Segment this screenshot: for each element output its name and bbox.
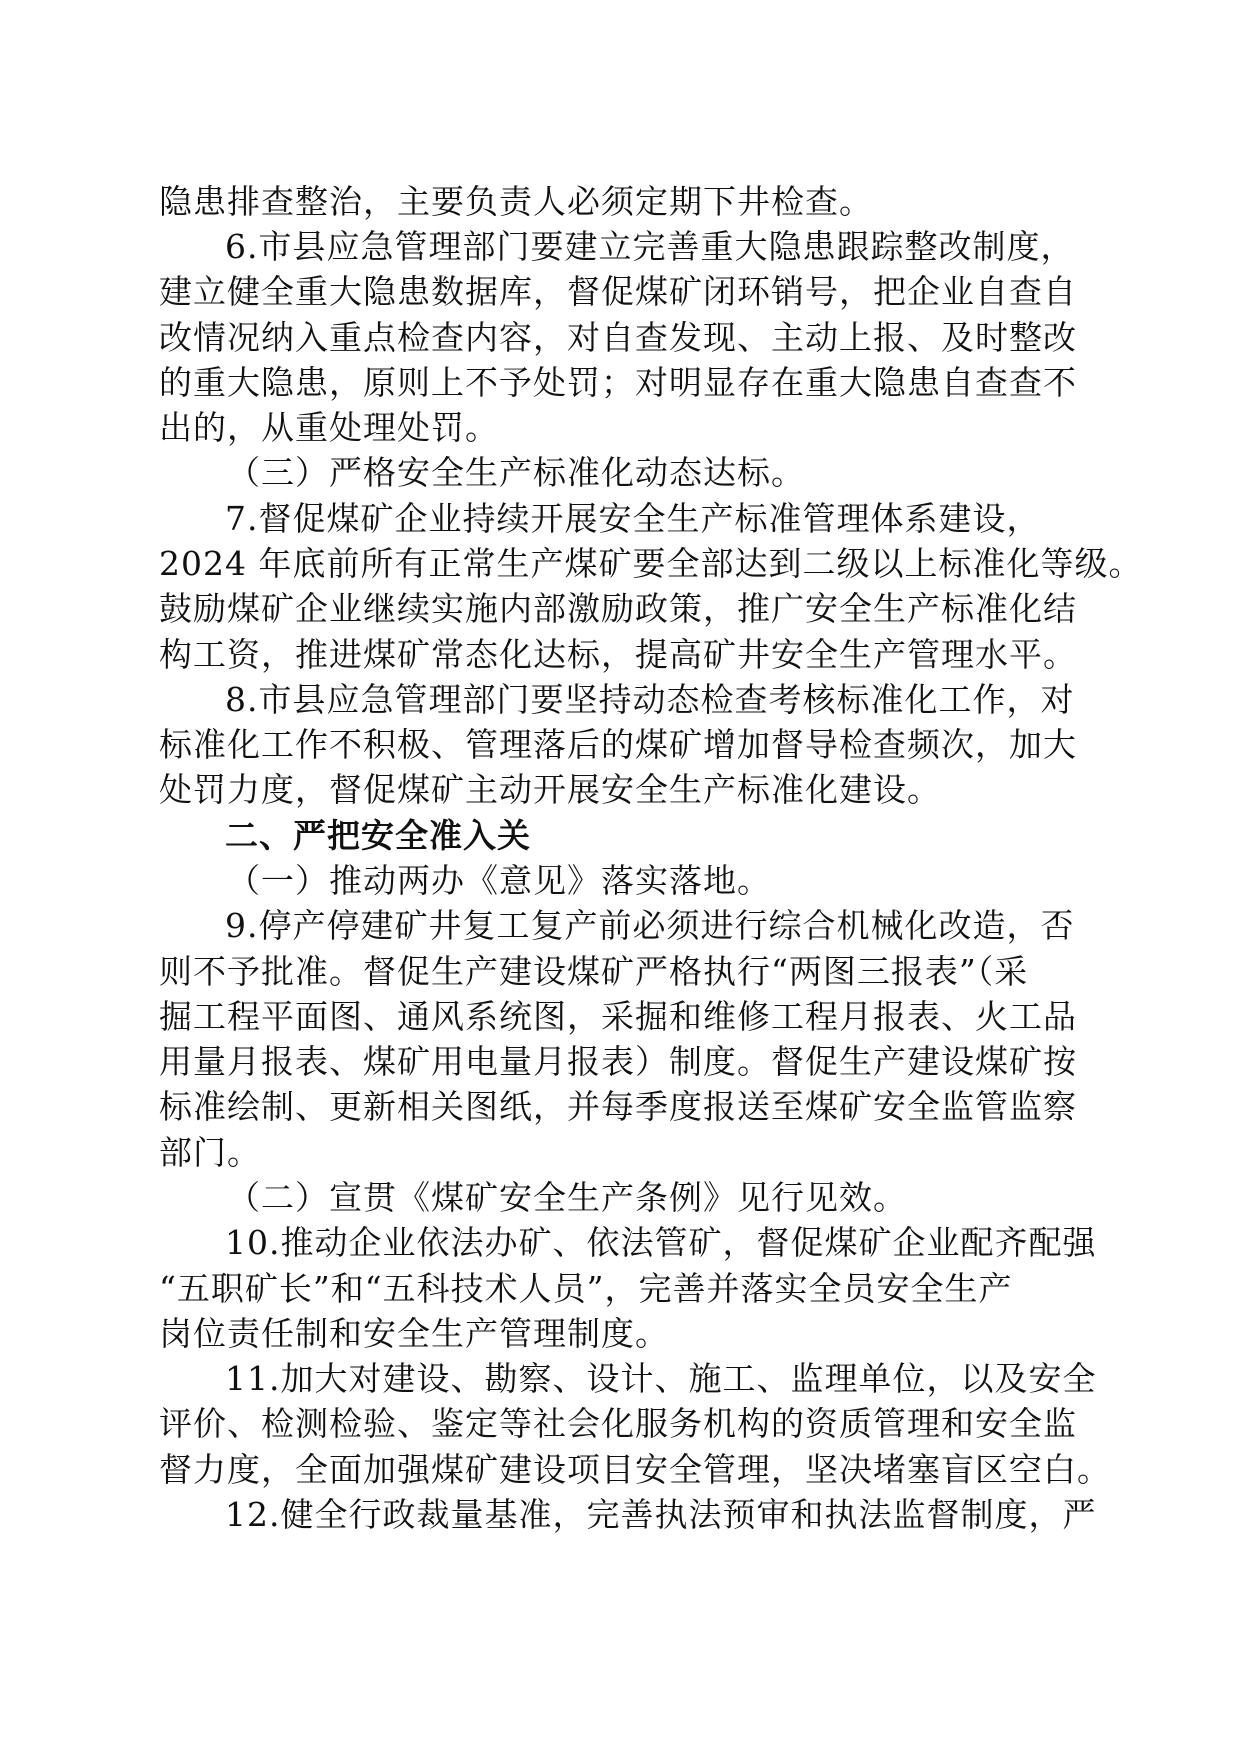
text-line: 建立健全重大隐患数据库，督促煤矿闭环销号，把企业自查自: [159, 272, 1077, 311]
paragraph-11-start: 11.加大对建设、勘察、设计、施工、监理单位，以及安全: [225, 1359, 1097, 1398]
text-line: 部门。: [159, 1133, 261, 1172]
paragraph-9-start: 9.停产停建矿井复工复产前必须进行综合机械化改造，否: [225, 906, 1075, 945]
section-heading-2: 二、严把安全准入关: [225, 816, 531, 855]
text-line: 掘工程平面图、通风系统图，采掘和维修工程月报表、火工品: [159, 997, 1077, 1036]
text-line: 岗位责任制和安全生产管理制度。: [159, 1314, 669, 1353]
text-line: 隐患排查整治，主要负责人必须定期下井检查。: [159, 182, 873, 221]
text-line: 构工资，推进煤矿常态化达标，提高矿井安全生产管理水平。: [159, 635, 1077, 674]
text-line: 出的，从重处理处罚。: [159, 408, 499, 447]
text-line: 督力度，全面加强煤矿建设项目安全管理，坚决堵塞盲区空白。: [159, 1450, 1111, 1489]
text-line: 标准化工作不积极、管理落后的煤矿增加督导检查频次，加大: [159, 725, 1077, 764]
subheading-3: （三）严格安全生产标准化动态达标。: [227, 453, 805, 492]
subheading-1: （一）推动两办《意见》落实落地。: [227, 861, 771, 900]
text-line: 的重大隐患，原则上不予处罚；对明显存在重大隐患自查查不: [159, 363, 1077, 402]
text-line: 2024 年底前所有正常生产煤矿要全部达到二级以上标准化等级。: [159, 544, 1143, 583]
subheading-2: （二）宣贯《煤矿安全生产条例》见行见效。: [227, 1178, 907, 1217]
text-line: 用量月报表、煤矿用电量月报表）制度。督促生产建设煤矿按: [159, 1042, 1077, 1081]
text-line: 则不予批准。督促生产建设煤矿严格执行“两图三报表”（采: [159, 952, 1029, 991]
paragraph-6-start: 6.市县应急管理部门要建立完善重大隐患跟踪整改制度，: [225, 227, 1075, 266]
text-line: 标准绘制、更新相关图纸，并每季度报送至煤矿安全监管监察: [159, 1087, 1077, 1126]
paragraph-10-start: 10.推动企业依法办矿、依法管矿，督促煤矿企业配齐配强: [225, 1223, 1097, 1262]
text-line: 处罚力度，督促煤矿主动开展安全生产标准化建设。: [159, 770, 941, 809]
text-line: 改情况纳入重点检查内容，对自查发现、主动上报、及时整改: [159, 318, 1077, 357]
paragraph-7-start: 7.督促煤矿企业持续开展安全生产标准管理体系建设，: [225, 499, 1041, 538]
text-line: 评价、检测检验、鉴定等社会化服务机构的资质管理和安全监: [159, 1404, 1077, 1443]
paragraph-8-start: 8.市县应急管理部门要坚持动态检查考核标准化工作，对: [225, 680, 1075, 719]
text-line: 鼓励煤矿企业继续实施内部激励政策，推广安全生产标准化结: [159, 589, 1077, 628]
paragraph-12-start: 12.健全行政裁量基准，完善执法预审和执法监督制度，严: [225, 1495, 1097, 1534]
text-line: “五职矿长”和“五科技术人员”，完善并落实全员安全生产: [159, 1269, 1013, 1308]
